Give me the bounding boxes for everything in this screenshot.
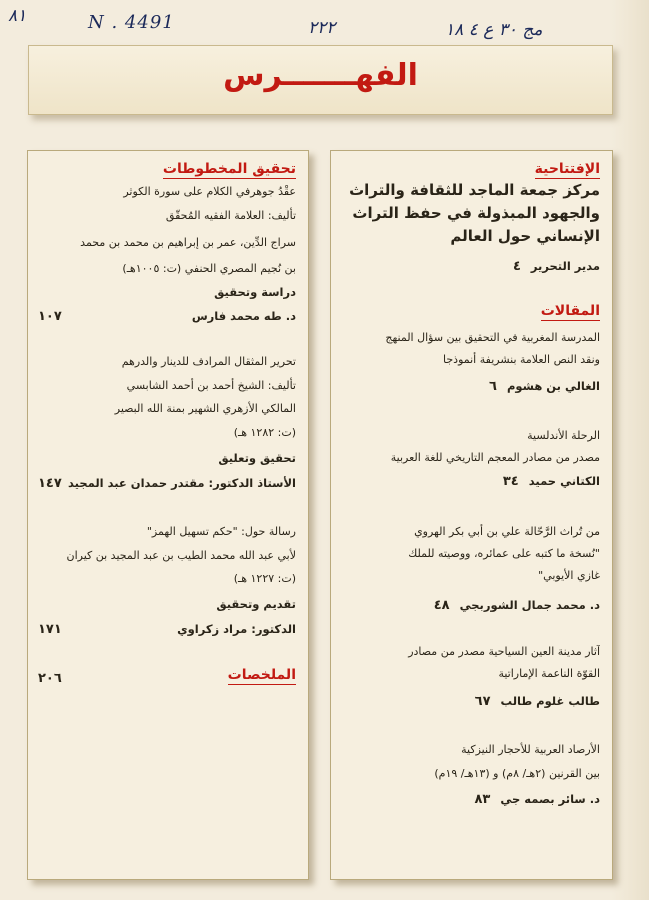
right-contents-panel (330, 150, 613, 880)
manuscript-1-author-row[interactable] (38, 307, 296, 325)
article-1-author-row[interactable] (341, 377, 600, 395)
opening-text: مركز جمعة الماجد للثقافة والتراث والجهود المبذولة في حفظ التراث الإنساني حول العالم (349, 181, 600, 245)
manuscript-3-line2: لأبي عبد الله محمد الطيب بن عبد المجيد بن كيران (66, 549, 296, 562)
article-4-author-row[interactable] (341, 692, 600, 710)
abstracts-page-row (38, 669, 296, 687)
manuscript-2-line4: (ت: ١٢٨٢ هـ) (233, 426, 296, 439)
manuscript-2-page: ١٤٧ (38, 475, 62, 491)
article-4-line1: آثار مدينة العين السياحية مصدر من مصادر (408, 645, 600, 658)
handwritten-number: ٨١ (8, 6, 27, 26)
abstracts-page: ٢٠٦ (38, 670, 62, 686)
manuscript-3-role: تقديم وتحقيق (216, 597, 296, 611)
article-5-line1: الأرصاد العربية للأحجار النيزكية (461, 743, 600, 756)
article-2-line2: مصدر من مصادر المعجم التاريخي للغة العربية (390, 451, 600, 464)
article-4-line2: القوّة الناعمة الإماراتية (498, 667, 600, 680)
manuscripts-heading: تحقيق المخطوطات (162, 161, 296, 177)
article-5-line2: بين القرنين (٢هـ/ ٨م) و (١٣هـ/ ١٩م) (434, 767, 600, 780)
manuscript-1-author: د. طه محمد فارس (191, 309, 296, 323)
article-3-line3: غازي الأيوبي" (538, 569, 600, 582)
article-5-author: د. سائر بصمه جي (500, 792, 600, 806)
page-edge (611, 0, 649, 900)
manuscript-2-line3: المالكي الأزهري الشهير بمنة الله البصير (114, 402, 296, 415)
manuscript-2-author: الأستاذ الدكتور: مقتدر حمدان عبد المجيد (67, 476, 296, 490)
article-2-line1: الرحلة الأندلسية (527, 429, 600, 442)
opening-author-row[interactable] (341, 257, 600, 275)
article-4-page: ٦٧ (474, 693, 491, 709)
manuscript-1-role: دراسة وتحقيق (214, 285, 296, 299)
manuscript-1-line2: تأليف: العلامة الفقيه المُحقّق (165, 209, 296, 222)
opening-author: مدير التحرير (530, 259, 600, 273)
articles-heading: المقالات (540, 303, 600, 319)
opening-page: ٤ (512, 258, 521, 274)
article-1-line2: ونقد النص العلامة بنشريفة أنموذجا (443, 353, 600, 366)
article-3-line1: من تُراث الرَّحّالة علي بن أبي بكر الهروي (414, 525, 600, 538)
manuscript-3-line3: (ت: ١٢٢٧ هـ) (233, 572, 296, 585)
article-3-line2: "نُسخة ما كتبه على عمائره، ووصيته للملك (408, 547, 600, 560)
manuscript-1-line1: عقْدُ جوهرفي الكلام على سورة الكوثر (123, 185, 296, 198)
article-1-line1: المدرسة المغربية في التحقيق بين سؤال المنهج (385, 331, 600, 344)
manuscript-2-role: تحقيق وتعليق (218, 451, 296, 465)
article-3-author-row[interactable] (341, 596, 600, 614)
manuscript-3-author-row[interactable] (38, 620, 296, 638)
title-banner (28, 45, 613, 115)
manuscript-3-page: ١٧١ (38, 621, 62, 637)
manuscript-3-line1: رسالة حول: "حكم تسهيل الهمز" (146, 525, 296, 538)
article-3-page: ٤٨ (433, 597, 450, 613)
manuscript-1-line3: سراج الدِّين، عمر بن إبراهيم بن محمد بن محمد (80, 236, 296, 249)
manuscript-2-author-row[interactable] (38, 474, 296, 492)
abstracts-heading[interactable]: الملخصات (227, 667, 296, 683)
handwritten-reference-number: N . 4491 (88, 12, 175, 33)
article-4-author: طالب غلوم طالب (500, 694, 600, 708)
handwritten-mid-number: ٢٢٢ (308, 18, 336, 38)
article-5-page: ٨٣ (474, 791, 491, 807)
article-2-author: الكتاني حميد (528, 474, 600, 488)
article-5-author-row[interactable] (341, 790, 600, 808)
article-2-author-row[interactable] (341, 472, 600, 490)
left-contents-panel (27, 150, 309, 880)
manuscript-1-page: ١٠٧ (38, 308, 62, 324)
article-1-author: الغالي بن هشوم (506, 379, 600, 393)
manuscript-1-line4: بن نُجيم المصري الحنفي (ت: ١٠٠٥هـ) (122, 262, 296, 275)
article-2-page: ٣٤ (502, 473, 519, 489)
manuscript-2-line1: تحرير المثقال المرادف للدينار والدرهم (121, 355, 296, 368)
manuscript-2-line2: تأليف: الشيخ أحمد بن أحمد الشابسي (126, 379, 296, 392)
opening-heading: الإفتتاحية (534, 161, 600, 177)
article-1-page: ٦ (489, 378, 497, 394)
handwritten-date-note: مج ٣٠ ع ٤ ١٨ (445, 20, 543, 40)
manuscript-3-author: الدكتور: مراد زكراوي (177, 622, 296, 636)
article-3-author: د. محمد جمال الشوربجي (459, 598, 600, 612)
page-title: الفهـــــــرس (223, 58, 418, 93)
